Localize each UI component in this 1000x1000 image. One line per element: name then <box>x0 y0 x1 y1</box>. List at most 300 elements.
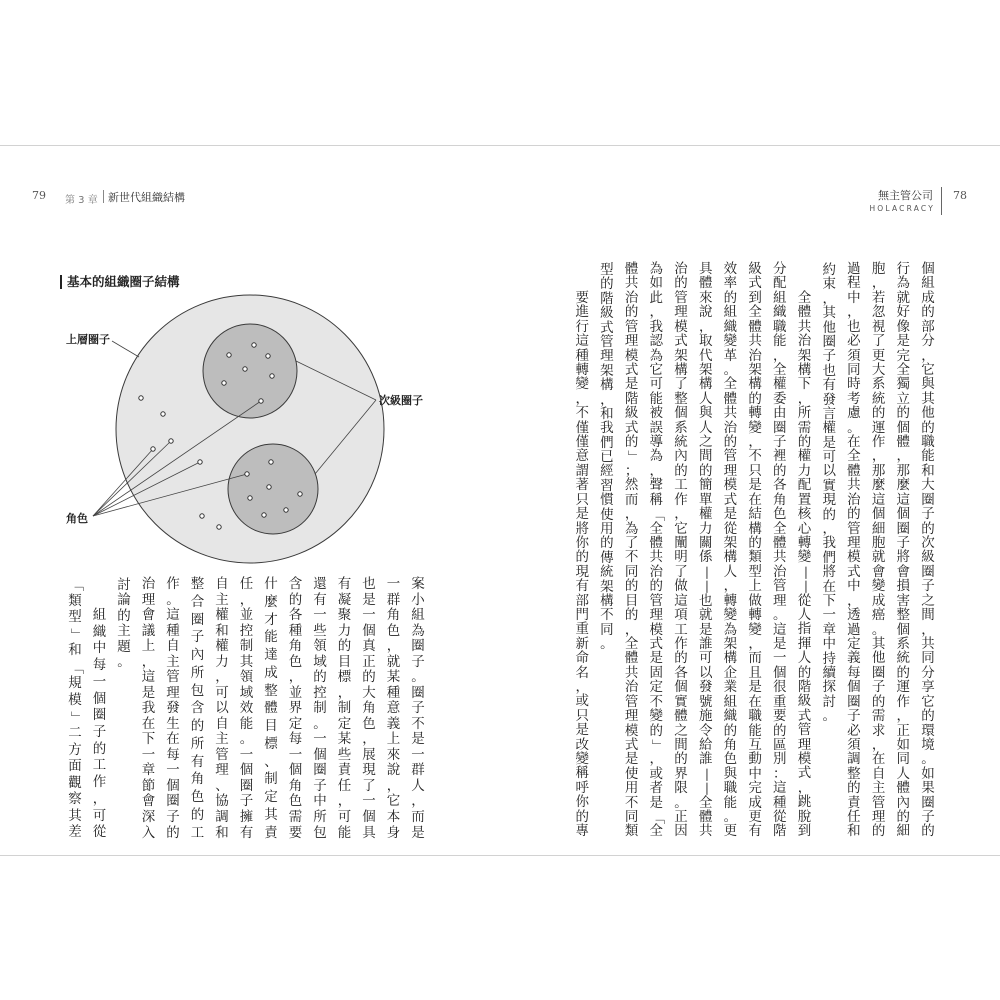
glyph: 與 <box>921 376 935 393</box>
glyph: 固 <box>649 664 664 681</box>
glyph: 轉 <box>797 534 812 551</box>
glyph: 享 <box>921 679 935 696</box>
glyph: 節 <box>141 777 156 794</box>
text-column <box>164 578 182 840</box>
glyph: 動 <box>748 751 762 768</box>
glyph: 分 <box>921 333 935 350</box>
glyph: 程 <box>847 275 861 292</box>
glyph: 的 <box>166 824 180 841</box>
glyph: 全 <box>624 635 639 652</box>
glyph: 是 <box>362 591 376 608</box>
glyph: 自 <box>166 638 180 655</box>
glyph: 不 <box>649 693 664 710</box>
text-column <box>189 578 207 840</box>
glyph: 所 <box>190 664 205 681</box>
glyph: 是 <box>748 679 762 696</box>
glyph: 正 <box>674 809 688 826</box>
glyph: 專 <box>575 823 589 840</box>
glyph: 必 <box>847 333 861 350</box>
glyph: 是 <box>748 477 762 494</box>
glyph: 令 <box>698 722 713 739</box>
glyph: 全 <box>847 448 861 465</box>
glyph: 發 <box>822 391 836 408</box>
glyph: 構 <box>674 361 688 378</box>
glyph: 是 <box>723 506 738 523</box>
glyph: ， <box>575 390 589 407</box>
glyph: ， <box>649 751 664 768</box>
glyph: ， <box>386 777 401 794</box>
glyph: 目 <box>337 653 352 670</box>
glyph: 是 <box>575 506 589 523</box>
glyph: 同 <box>600 621 614 638</box>
glyph: 的 <box>921 823 935 840</box>
glyph: 說 <box>386 762 401 779</box>
glyph: 細 <box>871 520 886 537</box>
glyph: 一 <box>773 650 787 667</box>
glyph: 誰 <box>698 635 713 652</box>
glyph: 那 <box>871 462 886 479</box>
glyph: 是 <box>624 376 639 393</box>
glyph: 子 <box>822 348 836 365</box>
glyph: 管 <box>773 578 787 595</box>
glyph: 工 <box>92 757 107 774</box>
glyph: 治 <box>847 491 861 508</box>
glyph: 間 <box>674 736 688 753</box>
glyph: 使 <box>600 506 614 523</box>
glyph: 成 <box>264 664 278 681</box>
glyph: 責 <box>337 762 352 779</box>
glyph: 會 <box>141 607 156 624</box>
glyph: 子 <box>773 434 787 451</box>
glyph: 給 <box>698 736 713 753</box>
glyph: 中 <box>822 636 836 653</box>
glyph: 圈 <box>239 777 254 794</box>
glyph: 包 <box>313 824 327 841</box>
glyph: 角 <box>190 771 205 788</box>
glyph: 可 <box>649 376 664 393</box>
glyph: 架 <box>797 347 812 364</box>
glyph: 在 <box>822 578 836 595</box>
glyph: 變 <box>871 578 886 595</box>
glyph: 管 <box>215 746 229 763</box>
glyph: 核 <box>797 506 812 523</box>
glyph: 模 <box>723 477 738 494</box>
glyph: ， <box>871 275 886 292</box>
glyph: 的 <box>896 809 911 826</box>
glyph: 主 <box>117 623 131 640</box>
role-dot <box>169 439 173 443</box>
glyph: 是 <box>649 650 664 667</box>
glyph: 能 <box>748 722 762 739</box>
glyph: 也 <box>822 362 836 379</box>
role-dot <box>259 399 263 403</box>
glyph: 約 <box>822 262 836 278</box>
glyph: 誤 <box>649 419 664 436</box>
glyph: 就 <box>896 289 911 306</box>
role-dot <box>262 513 266 517</box>
glyph: 和 <box>215 622 229 639</box>
glyph: 的 <box>896 405 911 422</box>
glyph: 的 <box>723 434 738 451</box>
glyph: 效 <box>239 700 254 717</box>
glyph: 權 <box>797 448 812 465</box>
glyph: 可 <box>822 449 836 466</box>
glyph: 目 <box>624 592 639 609</box>
glyph: 從 <box>797 592 812 609</box>
glyph: 將 <box>822 564 836 581</box>
glyph: 級 <box>921 549 935 566</box>
glyph: 它 <box>921 361 935 378</box>
glyph: ， <box>921 621 935 638</box>
glyph: 子 <box>239 793 254 810</box>
glyph: 的 <box>288 591 303 608</box>
glyph: 共 <box>847 477 861 494</box>
role-dot <box>217 525 221 529</box>
glyph: 個 <box>871 506 886 523</box>
text-column <box>115 578 133 670</box>
glyph: ， <box>871 448 886 465</box>
glyph: 號 <box>698 693 713 710</box>
text-column <box>746 263 764 839</box>
glyph: ， <box>748 635 762 652</box>
glyph: 要 <box>575 290 589 306</box>
glyph: 在 <box>748 693 762 710</box>
glyph: 「 <box>649 508 666 522</box>
glyph: 統 <box>674 434 688 451</box>
glyph: 管 <box>624 318 639 335</box>
glyph: 整 <box>847 765 861 782</box>
glyph: 簡 <box>698 477 713 494</box>
glyph: 我 <box>649 318 664 335</box>
glyph: 式 <box>847 563 861 580</box>
glyph: 構 <box>748 376 762 393</box>
glyph: 標 <box>264 735 278 752</box>
glyph: 圈 <box>411 638 425 655</box>
glyph: 這 <box>773 621 787 638</box>
glyph: 理 <box>797 736 812 753</box>
glyph: 損 <box>896 578 911 595</box>
glyph: 子 <box>166 808 180 825</box>
glyph: 意 <box>386 700 401 717</box>
glyph: 式 <box>723 491 738 508</box>
glyph: 它 <box>921 693 935 710</box>
glyph: 因 <box>674 823 688 840</box>
glyph: 謂 <box>575 462 589 479</box>
glyph: 麼 <box>896 477 911 494</box>
glyph: 效 <box>723 261 738 277</box>
glyph: 能 <box>649 390 664 407</box>
glyph: 部 <box>921 318 935 335</box>
glyph: 不 <box>624 549 639 566</box>
role-dot <box>151 447 155 451</box>
glyph: 。 <box>723 809 738 826</box>
glyph: 圈 <box>190 611 205 628</box>
glyph: 那 <box>896 462 911 479</box>
text-column <box>721 263 739 839</box>
glyph: 它 <box>649 361 664 378</box>
glyph: 為 <box>649 448 664 465</box>
text-column <box>672 263 690 839</box>
glyph: 類 <box>624 823 639 840</box>
glyph: 模 <box>68 691 82 708</box>
glyph: 入 <box>141 824 156 841</box>
glyph: 要 <box>773 708 787 725</box>
glyph: 與 <box>723 765 738 782</box>
glyph: 體 <box>698 809 713 826</box>
glyph: 而 <box>748 650 762 667</box>
glyph: 此 <box>649 289 664 306</box>
glyph: 架 <box>674 347 688 364</box>
glyph: 完 <box>896 347 911 364</box>
role-dot <box>248 496 252 500</box>
glyph: 會 <box>871 563 886 580</box>
glyph: 者 <box>649 780 664 797</box>
glyph: 個 <box>166 777 180 794</box>
glyph: 就 <box>386 653 401 670</box>
glyph: 有 <box>748 823 762 840</box>
glyph: 圈 <box>92 707 107 724</box>
glyph: 將 <box>575 520 589 537</box>
glyph: 每 <box>166 746 180 763</box>
glyph: 能 <box>337 824 352 841</box>
glyph: 。 <box>313 715 327 732</box>
glyph: 只 <box>748 462 762 479</box>
glyph: 管 <box>723 448 738 465</box>
glyph: 轉 <box>575 362 589 379</box>
glyph: 定 <box>847 635 861 652</box>
glyph: 色 <box>362 715 376 732</box>
glyph: 系 <box>871 376 886 393</box>
glyph: 和 <box>215 824 229 841</box>
role-dot <box>270 374 274 378</box>
glyph: 式 <box>748 275 762 292</box>
glyph: 含 <box>190 700 205 717</box>
role-dot <box>269 460 273 464</box>
glyph: 體 <box>723 390 738 407</box>
glyph: 門 <box>575 606 589 623</box>
glyph: 癌 <box>871 607 886 624</box>
glyph: 它 <box>386 793 401 810</box>
glyph: 也 <box>847 318 861 335</box>
glyph: 達 <box>264 647 278 663</box>
glyph: 的 <box>896 664 911 681</box>
glyph: 這 <box>166 607 180 624</box>
glyph: ， <box>288 669 303 686</box>
glyph: 好 <box>896 304 911 321</box>
glyph: 工 <box>674 621 688 638</box>
glyph: 體 <box>797 304 812 321</box>
glyph: 個 <box>674 405 688 422</box>
glyph: 變 <box>723 607 738 624</box>
glyph: 的 <box>847 506 861 523</box>
glyph: 的 <box>649 722 664 739</box>
glyph: 理 <box>624 333 639 350</box>
glyph: 人 <box>411 777 425 794</box>
glyph: 的 <box>117 607 131 624</box>
glyph: 權 <box>773 376 787 393</box>
glyph: 模 <box>847 549 861 566</box>
glyph: 也 <box>362 576 376 592</box>
glyph: 持 <box>822 650 836 667</box>
glyph: ： <box>773 765 787 782</box>
glyph: 傳 <box>600 549 614 566</box>
text-column <box>360 578 378 840</box>
glyph: 各 <box>773 477 787 494</box>
glyph: 僅 <box>575 434 589 451</box>
text-column <box>336 578 354 840</box>
glyph: 作 <box>166 576 180 592</box>
glyph: 圈 <box>773 419 787 436</box>
text-column <box>213 578 231 840</box>
glyph: 在 <box>871 751 886 768</box>
glyph: 們 <box>600 434 614 451</box>
glyph: 型 <box>748 563 762 580</box>
glyph: 模 <box>624 722 639 739</box>
glyph: 像 <box>896 318 911 335</box>
glyph: 為 <box>723 621 738 638</box>
glyph: 治 <box>723 419 738 436</box>
glyph: 議 <box>141 622 156 639</box>
glyph: — <box>698 580 715 594</box>
glyph: 圈 <box>921 563 935 580</box>
glyph: 能 <box>773 333 787 350</box>
glyph: 只 <box>575 707 589 724</box>
glyph: 角 <box>288 777 303 794</box>
glyph: 組 <box>92 607 107 623</box>
glyph: 體 <box>674 708 688 725</box>
glyph: 圈 <box>313 762 327 779</box>
glyph: 慮 <box>847 405 861 422</box>
glyph: 慣 <box>600 492 614 509</box>
glyph: 這 <box>141 669 156 686</box>
glyph: 色 <box>723 751 738 768</box>
glyph: 些 <box>337 746 352 763</box>
glyph: 他 <box>822 319 836 336</box>
glyph: 級 <box>600 305 614 322</box>
chapter-title: 新世代組織結構 <box>108 191 185 204</box>
glyph: 害 <box>896 592 911 609</box>
book-title-en: HOLACRACY <box>869 204 935 213</box>
glyph: 的 <box>674 650 688 667</box>
glyph: 了 <box>674 376 688 393</box>
glyph: 有 <box>313 591 327 608</box>
glyph: 全 <box>649 823 664 840</box>
role-dot <box>161 412 165 416</box>
glyph: 工 <box>190 824 205 841</box>
glyph: 責 <box>847 794 861 811</box>
glyph: 構 <box>748 520 762 537</box>
glyph: 的 <box>190 806 205 823</box>
glyph: 體 <box>649 535 664 552</box>
glyph: 變 <box>575 751 589 767</box>
glyph: 共 <box>748 333 762 350</box>
glyph: 色 <box>386 622 401 639</box>
glyph: 自 <box>215 715 229 732</box>
glyph: 的 <box>871 405 886 422</box>
glyph: 要 <box>288 824 303 841</box>
glyph: 個 <box>896 419 911 436</box>
glyph: 現 <box>822 492 836 509</box>
glyph: 次 <box>921 535 935 552</box>
glyph: ， <box>649 462 664 479</box>
glyph: 如 <box>896 736 911 753</box>
glyph: 擁 <box>239 808 254 825</box>
glyph: 作 <box>674 635 688 652</box>
glyph: 到 <box>797 823 812 840</box>
glyph: 重 <box>575 621 589 638</box>
glyph: 全 <box>723 376 738 393</box>
glyph: 、 <box>264 753 278 770</box>
glyph: ， <box>215 669 229 686</box>
glyph: 由 <box>773 405 787 422</box>
glyph: 架 <box>600 578 614 595</box>
glyph: 」 <box>67 710 84 724</box>
glyph: ， <box>239 591 254 608</box>
glyph: 的 <box>921 304 935 321</box>
glyph: 全 <box>896 361 911 378</box>
glyph: 限 <box>674 780 688 797</box>
glyph: 是 <box>141 684 156 701</box>
glyph: 人 <box>698 390 713 407</box>
glyph: 。 <box>773 607 787 624</box>
glyph: 的 <box>92 740 107 757</box>
glyph: 須 <box>847 736 861 753</box>
glyph: 可 <box>92 807 107 824</box>
glyph: 並 <box>288 684 303 701</box>
glyph: 這 <box>575 333 589 350</box>
glyph: 組 <box>773 289 787 306</box>
glyph: 現 <box>575 563 589 580</box>
glyph: 言 <box>822 405 836 422</box>
glyph: 然 <box>624 477 639 494</box>
glyph: 級 <box>797 693 812 710</box>
glyph: 同 <box>624 563 639 580</box>
glyph: 管 <box>674 289 688 306</box>
glyph: ， <box>847 304 861 321</box>
glyph: 的 <box>921 520 935 537</box>
glyph: 聚 <box>337 607 352 624</box>
glyph: 職 <box>773 318 787 335</box>
glyph: 已 <box>600 449 614 466</box>
glyph: 權 <box>698 506 713 523</box>
glyph: 共 <box>624 664 639 681</box>
glyph: 分 <box>773 261 787 277</box>
glyph: 種 <box>166 622 180 639</box>
glyph: 細 <box>896 823 911 840</box>
glyph: 圈 <box>166 793 180 810</box>
glyph: 其 <box>68 807 82 824</box>
glyph: 胞 <box>871 535 886 552</box>
glyph: 共 <box>723 405 738 422</box>
glyph: 權 <box>215 607 229 624</box>
glyph: 定 <box>649 679 664 696</box>
glyph: ， <box>723 578 738 595</box>
glyph: 探 <box>822 679 836 696</box>
glyph: ， <box>822 290 836 307</box>
glyph: 需 <box>871 708 886 725</box>
role-dot <box>243 367 247 371</box>
glyph: 這 <box>674 592 688 609</box>
glyph: 其 <box>921 390 935 407</box>
glyph: 成 <box>748 794 762 811</box>
glyph: 控 <box>313 684 327 701</box>
glyph: 新 <box>575 635 589 652</box>
text-column <box>140 578 158 840</box>
glyph: 能 <box>921 448 935 465</box>
glyph: 是 <box>411 731 425 748</box>
glyph: 若 <box>871 289 886 306</box>
book-title: 無主管公司 <box>878 189 933 202</box>
